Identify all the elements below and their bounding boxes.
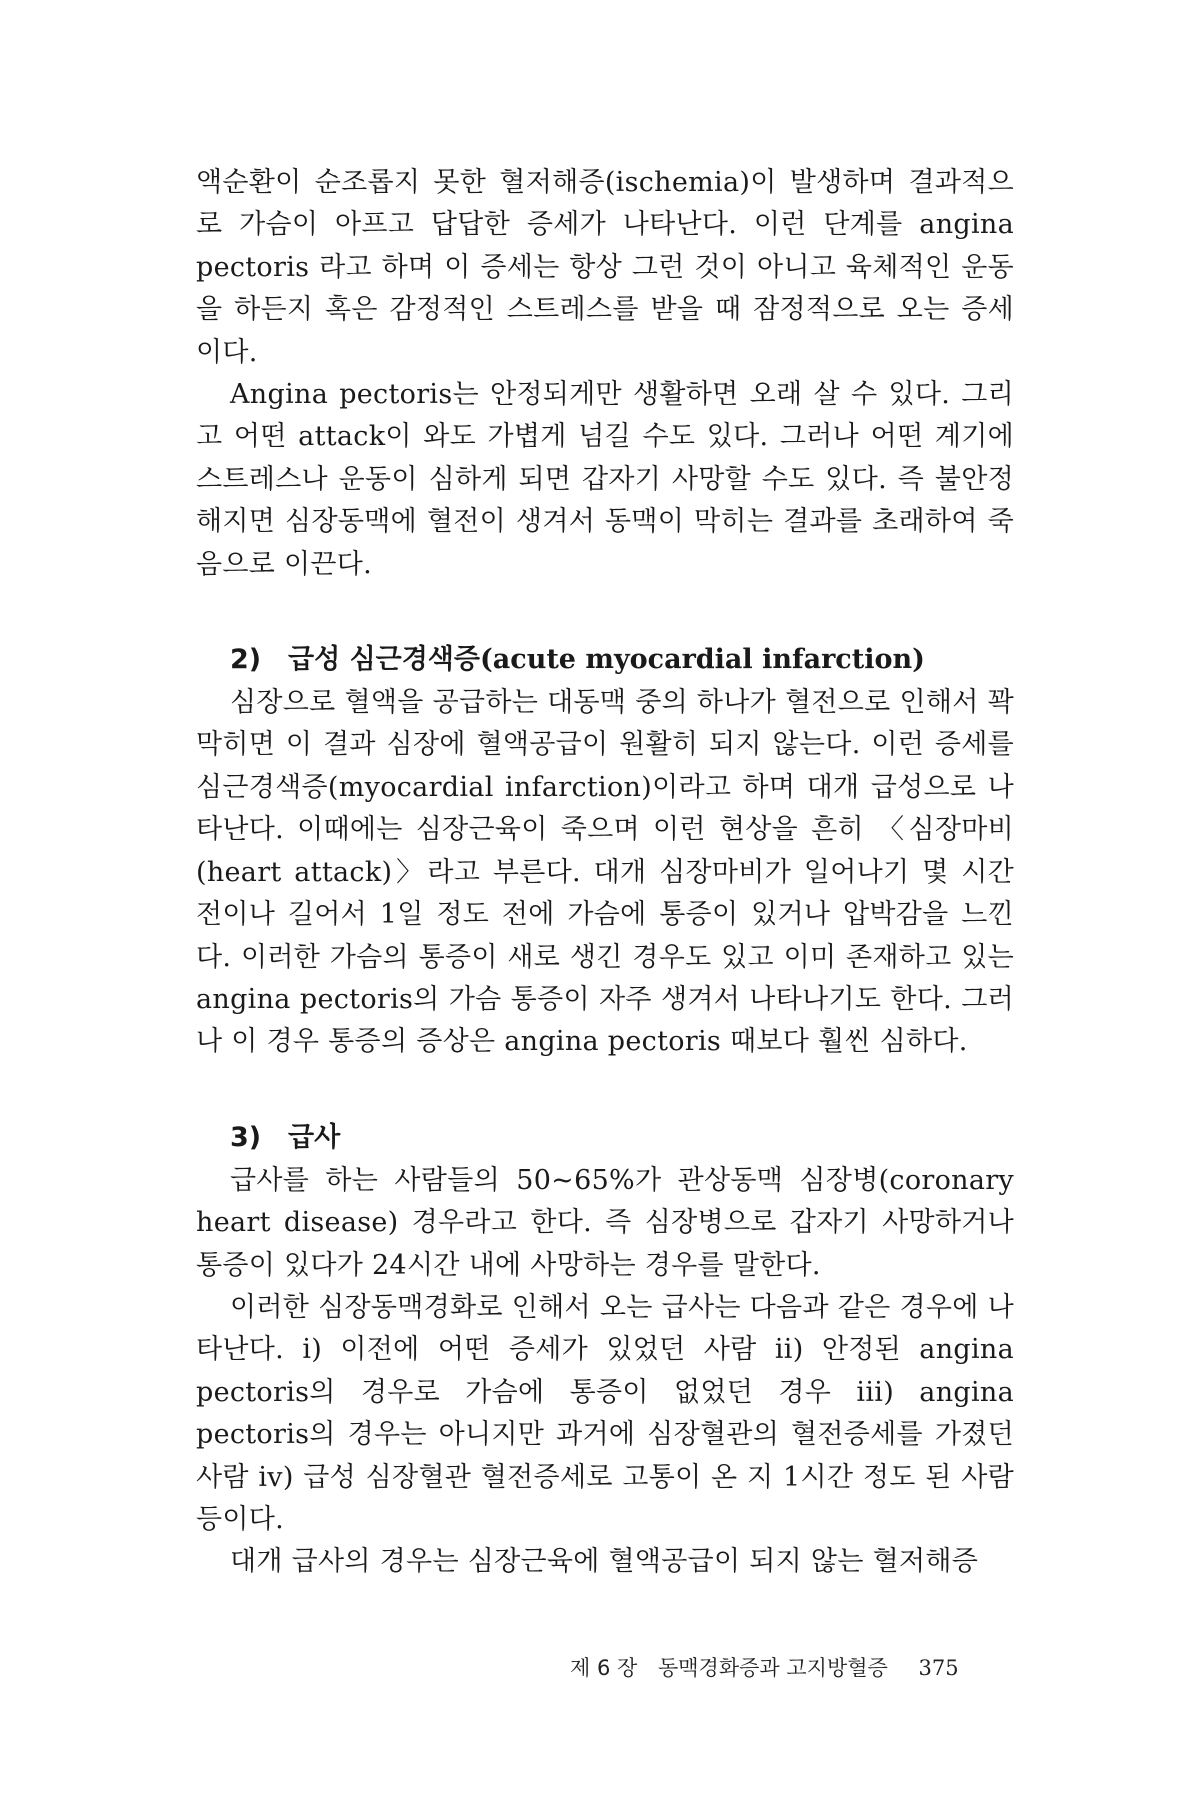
- section-title-korean: 급사: [288, 1121, 341, 1153]
- section-number: 2): [230, 644, 262, 676]
- section-number: 3): [230, 1121, 262, 1153]
- running-footer: [570, 1652, 973, 1682]
- paragraph-angina-stability: Angina pectoris는 안정되게만 생활하면 오래 살 수 있다. 그리고 어떤 attack이 와도 가볍게 넘길 수도 있다. 그러나 어떤 계기에 스트레스나 운동이 심하게 되면 갑자기 사망할 수도 있다. 즉 불안정해지면 심장동맥에 혈전이 생겨서 동맥이 막히는 결과를 초래하여 죽음으로 이끈다.: [196, 379, 1014, 580]
- section-title-english: (acute myocardial infarction): [479, 644, 925, 676]
- paragraph-sudden-death-cause: 대개 급사의 경우는 심장근육에 혈액공급이 되지 않는 혈저해증: [230, 1546, 979, 1578]
- paragraph-acute-mi: 심장으로 혈액을 공급하는 대동맥 중의 하나가 혈전으로 인해서 꽉 막히면 이 결과 심장에 혈액공급이 원활히 되지 않는다. 이런 증세를 심근경색증(myocardial infarction)이라고 하며 대개 급성으로 나타난다. 이때에는 심장근육이 죽으며 이런 현상을 흔히 〈심장마비(heart attack)〉라고 부른다. 대개 심장마비가 일어나기 몇 시간 전이나 길어서 1일 정도 전에 가슴에 통증이 있거나 압박감을 느낀다. 이러한 가슴의 통증이 새로 생긴 경우도 있고 이미 존재하고 있는 angina pectoris의 가슴 통증이 자주 생겨서 나타나기도 한다. 그러나 이 경우 통증의 증상은 angina pectoris 때보다 훨씬 심하다.: [196, 687, 1014, 1058]
- paragraph-sudden-death-cases: 이러한 심장동맥경화로 인해서 오는 급사는 다음과 같은 경우에 나타난다. i) 이전에 어떤 증세가 있었던 사람 ii) 안정된 angina pectoris의 경우로 가슴에 통증이 없었던 경우 iii) angina pectoris의 경우는 아니지만 과거에 심장혈관의 혈전증세를 가졌던 사람 iv) 급성 심장혈관 혈전증세로 고통이 온 지 1시간 정도 된 사람 등이다.: [196, 1291, 1014, 1535]
- footer-chapter-title: 동맥경화증과 고지방혈증: [657, 1656, 888, 1680]
- section-spacer: [196, 1064, 1014, 1116]
- section-heading-sudden-death: [196, 1116, 1014, 1160]
- paragraph-ischemia: 액순환이 순조롭지 못한 혈저해증(ischemia)이 발생하며 결과적으로 가슴이 아프고 답답한 증세가 나타난다. 이런 단계를 angina pectoris 라고 하며 이 증세는 항상 그런 것이 아니고 육체적인 운동을 하든지 혹은 감정적인 스트레스를 받을 때 잠정적으로 오는 증세이다.: [196, 167, 1014, 368]
- section-spacer: [196, 586, 1014, 638]
- section-title-korean: 급성 심근경색증: [288, 644, 480, 676]
- page-number: 375: [918, 1656, 959, 1680]
- body-text: [196, 162, 1014, 1584]
- section-heading-acute-mi: [196, 638, 1014, 682]
- paragraph-sudden-death-stats: 급사를 하는 사람들의 50~65%가 관상동맥 심장병(coronary heart disease) 경우라고 한다. 즉 심장병으로 갑자기 사망하거나 통증이 있다가 24시간 내에 사망하는 경우를 말한다.: [196, 1164, 1014, 1281]
- footer-chapter: 제 6 장: [570, 1656, 638, 1680]
